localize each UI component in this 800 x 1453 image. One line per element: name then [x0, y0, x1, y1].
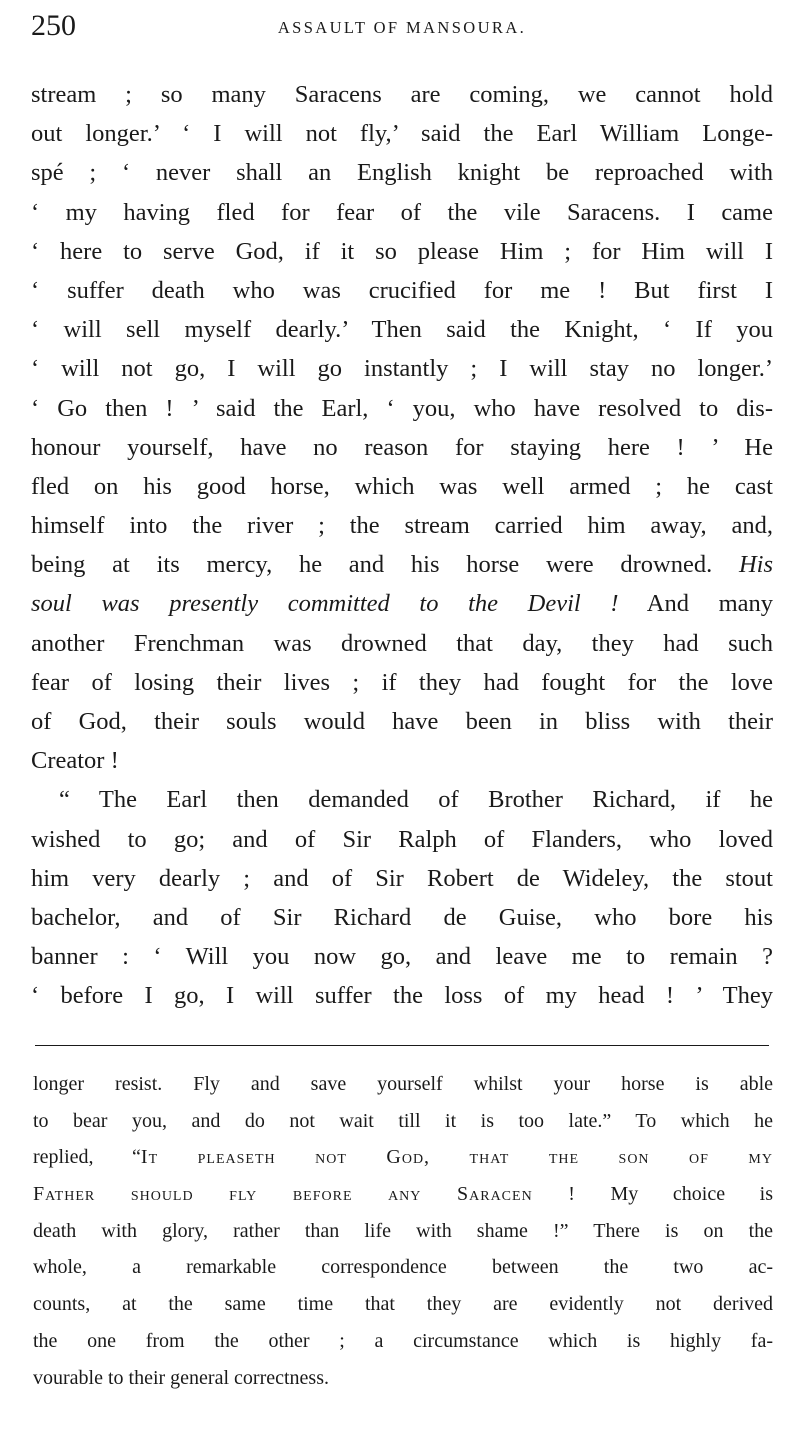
text-line [31, 545, 773, 584]
text-line: Creator ! [31, 747, 119, 775]
text-line: fled on his good horse, which was well armed ; he cast [31, 472, 773, 500]
text-line: another Frenchman was drowned that day, they had such [31, 629, 773, 657]
page-number: 250 [31, 9, 76, 42]
footnote-line [33, 1176, 773, 1213]
text-line: out longer.’ ‘ I will not fly,’ said the Earl William Longe- [31, 120, 773, 148]
footnote-line [33, 1139, 773, 1176]
footnote-rule [35, 1045, 769, 1046]
text-line-part: And many [646, 590, 774, 618]
footnote-line: vourable to their general correctness. [33, 1366, 329, 1389]
text-line: ‘ before I go, I will suffer the loss of my head ! ’ They [31, 982, 773, 1010]
running-head: ASSAULT OF MANSOURA. [277, 18, 527, 37]
main-text [31, 75, 773, 1016]
italic-text: His [738, 551, 773, 579]
text-line: ‘ here to serve God, if it so please Him ; for Him will I [31, 237, 773, 265]
text-line: himself into the river ; the stream carried him away, and, [31, 512, 773, 540]
footnote-line: to bear you, and do not wait till it is too late.” To which he [33, 1109, 773, 1132]
footnote-line: death with glory, rather than life with shame !” There is on the [33, 1219, 773, 1242]
footnote-line-part: replied, “ [33, 1146, 141, 1169]
text-line: wished to go; and of Sir Ralph of Flanders, who loved [31, 825, 773, 853]
italic-text: soul was presently committed to the Devil ! [31, 590, 619, 618]
footnote-line: the one from the other ; a circumstance which is highly fa- [33, 1329, 773, 1352]
text-line [31, 584, 773, 623]
text-line: ‘ will sell myself dearly.’ Then said the Knight, ‘ If you [31, 316, 773, 344]
text-line: banner : ‘ Will you now go, and leave me to remain ? [31, 943, 773, 971]
text-line: spé ; ‘ never shall an English knight be reproached with [31, 159, 773, 187]
text-line-part: being at its mercy, he and his horse were drowned. [31, 551, 713, 579]
text-line: stream ; so many Saracens are coming, we cannot hold [31, 81, 773, 108]
text-line: fear of losing their lives ; if they had fought for the love [31, 668, 773, 696]
text-line: ‘ Go then ! ’ said the Earl, ‘ you, who have resolved to dis- [31, 394, 773, 422]
footnote-line-part: My choice is [610, 1183, 773, 1206]
footnote-line: whole, a remarkable correspondence between the two ac- [33, 1256, 773, 1279]
text-line: ‘ will not go, I will go instantly ; I will stay no longer.’ [31, 355, 773, 383]
footnote [33, 1066, 773, 1396]
page-header [31, 6, 773, 46]
text-line: “ The Earl then demanded of Brother Richard, if he [59, 786, 773, 814]
footnote-line: longer resist. Fly and save yourself whilst your horse is able [33, 1073, 773, 1095]
text-line: ‘ my having fled for fear of the vile Saracens. I came [31, 198, 773, 226]
text-line: bachelor, and of Sir Richard de Guise, who bore his [31, 903, 773, 931]
small-caps-text: It pleaseth not God, that the son of my [140, 1146, 773, 1169]
small-caps-text: Father should fly before any Saracen ! [33, 1183, 576, 1206]
text-line: honour yourself, have no reason for staying here ! ’ He [31, 433, 773, 461]
text-line: ‘ suffer death who was crucified for me ! But first I [31, 276, 773, 304]
footnote-line: counts, at the same time that they are evidently not derived [33, 1293, 773, 1316]
text-line: him very dearly ; and of Sir Robert de Wideley, the stout [31, 864, 773, 892]
text-line: of God, their souls would have been in bliss with their [31, 708, 773, 735]
